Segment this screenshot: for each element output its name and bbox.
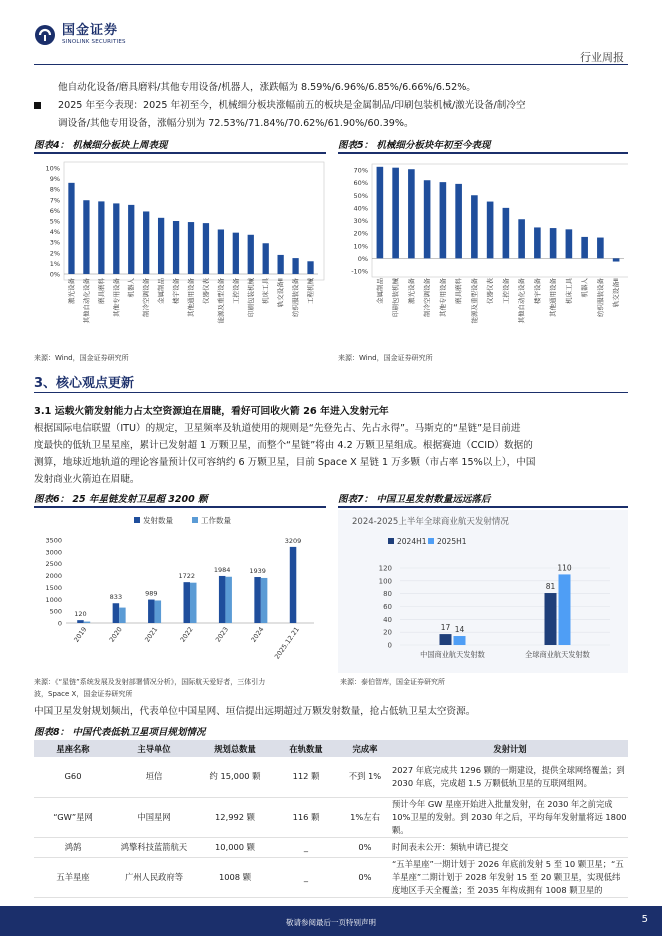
y-tick-label: 50%: [353, 191, 368, 200]
y-tick-label: 10%: [45, 164, 60, 173]
bar: [113, 603, 120, 623]
figure-4-title: 图表4： 机械细分板块上周表现: [34, 140, 168, 151]
bar: [254, 577, 261, 623]
category-label: 2019: [72, 625, 89, 644]
category-label: 机床工具: [564, 278, 573, 304]
y-tick-label: 5%: [49, 217, 60, 226]
planned-total: 10,000 颗: [215, 841, 255, 852]
y-tick-label: 100: [378, 577, 392, 586]
completion-rate: 1%左右: [350, 811, 380, 822]
legend-label: 工作数量: [201, 516, 231, 525]
category-label: 印刷包装机械: [391, 278, 400, 317]
in-orbit-count: 116 颗: [292, 811, 320, 822]
completion-rate: 0%: [358, 841, 372, 852]
category-label: 印刷包装机械: [246, 278, 255, 317]
company-logo: [34, 24, 126, 46]
bar: [188, 222, 194, 274]
bar: [225, 577, 232, 623]
bar: [155, 600, 162, 623]
bar: [440, 182, 447, 258]
category-label: 磨具磨料: [454, 278, 463, 304]
planned-total: 12,992 颗: [215, 811, 255, 822]
constellation-name: 鸿鹄: [64, 841, 82, 852]
category-label: 全球商业航天发射数: [525, 650, 590, 659]
planned-total: 1008 颗: [218, 871, 252, 882]
constellation-name: 五羊星座: [56, 871, 90, 882]
bar: [307, 261, 313, 274]
launch-plan: 预计今年 GW 星座开始进入批量发射，在 2030 年之前完成 10%卫星的发射。到 2030 年之后，平均每年发射量将远 1800 颗。: [392, 798, 627, 835]
category-label: 楼宇设备: [533, 278, 542, 304]
category-label: 纺织服装设备: [291, 278, 300, 317]
bar: [392, 168, 399, 259]
figure-8-title: 图表8： 中国代表低轨卫星项目规划情况: [34, 727, 206, 738]
y-tick-label: 0%: [357, 254, 368, 263]
bar: [98, 201, 104, 274]
bar: [218, 229, 224, 274]
lead-unit: 中国星网: [137, 811, 171, 822]
y-tick-label: -10%: [351, 267, 368, 276]
bar: [233, 233, 239, 274]
bar: [148, 600, 155, 623]
bar: [119, 608, 126, 623]
bullet-text-line-2: 调设备/其他专用设备，涨幅分别为 72.53%/71.84%/70.62%/61.90%/60.39%。: [58, 118, 414, 129]
bar: [534, 227, 541, 258]
bar: [248, 235, 254, 274]
category-label: 2020: [107, 625, 124, 644]
category-label: 制冷空调设备: [423, 278, 432, 317]
column-header: 在轨数量: [274, 740, 338, 757]
body-paragraph-line: 根据国际电信联盟（ITU）的规定，卫星频率及轨道使用的规则是“先登先占、先占永得”。马斯克的“星链”是目前进: [34, 423, 521, 434]
category-label: 楼宇设备: [172, 278, 181, 304]
launch-plan: 2027 年底完成共 1296 颗的一期建设，提供全球网络覆盖；到 2030 年底，完成超 1.5 万颗低轨卫星的互联网组网。: [392, 764, 625, 788]
intro-line: 他自动化设备/磨具磨料/其他专用设备/机器人，涨跌幅为 8.59%/6.96%/6.85%/6.66%/6.52%。: [58, 82, 476, 93]
page-header: [0, 0, 662, 64]
category-label: 仪器仪表: [486, 278, 495, 304]
category-label: 金属制品: [157, 278, 166, 304]
column-header: 规划总数量: [196, 740, 274, 757]
category-label: 2022: [178, 625, 195, 644]
section-heading: 3、核心观点更新: [34, 376, 135, 391]
bar: [77, 620, 84, 623]
body-paragraph-line: 发射商业火箭迫在眉睫。: [34, 474, 140, 485]
y-tick-label: 20%: [353, 229, 368, 238]
column-header: 主导单位: [112, 740, 196, 757]
table-row: [34, 797, 628, 837]
bar: [290, 547, 297, 623]
in-orbit-count: _: [303, 841, 309, 852]
figure-4-source: 来源：Wind，国金证券研究所: [34, 354, 129, 362]
figure-6-chart: [34, 510, 326, 673]
column-header: 星座名称: [34, 740, 112, 757]
launch-plan: “五羊星座”一期计划于 2026 年底前发射 5 至 10 颗卫星；“五羊星座”二期计划于 2028 年发射 15 至 20 颗卫星，实现低纬度地区手天全覆盖；至 2035 年构成拥有 1008 颗卫星的: [392, 858, 624, 895]
category-label: 其他通用设备: [549, 278, 558, 317]
body-paragraph-line: 度最快的低轨卫星星座，累计已发射超 1 万颗卫星，而整个“星链”将由 4.2 万颗卫星组成。根据赛迪（CCID）数据的: [34, 440, 533, 451]
y-tick-label: 1000: [45, 595, 62, 604]
bar: [559, 574, 571, 645]
y-tick-label: 0: [57, 619, 62, 628]
bar: [471, 195, 478, 258]
category-label: 机床工具: [261, 278, 270, 304]
data-label: 110: [557, 563, 572, 573]
figure-4-title-rule: [34, 152, 326, 154]
y-tick-label: 9%: [49, 175, 60, 184]
launch-plan: 时间表未公开：频轨申请已提交: [392, 841, 509, 852]
lead-unit: 鸿擎科技蓝箭航天: [120, 841, 188, 852]
y-tick-label: 2%: [49, 249, 60, 258]
completion-rate: 不到 1%: [348, 771, 382, 782]
y-tick-label: 70%: [353, 166, 368, 175]
data-label: 120: [74, 610, 87, 619]
category-label: 激光设备: [407, 278, 416, 304]
category-label: 2024: [249, 625, 266, 644]
bar: [581, 237, 588, 258]
bar: [173, 221, 179, 274]
legend-swatch: [192, 517, 198, 523]
logo-chinese-name: 国金证券: [62, 23, 119, 38]
bar: [613, 258, 620, 261]
figure-6-title-rule: [34, 506, 326, 508]
constellation-name: “GW”星网: [53, 811, 93, 822]
category-label: 其他专用设备: [438, 278, 447, 317]
y-tick-label: 60%: [353, 179, 368, 188]
data-label: 1722: [178, 572, 196, 581]
category-label: 磨具磨料: [97, 278, 106, 304]
y-tick-label: 0: [387, 641, 392, 650]
figure-6-source-line-2: 波，Space X，国金证券研究所: [34, 690, 133, 698]
bar: [518, 219, 525, 258]
data-label: 14: [454, 625, 465, 635]
legend-label: 2024H1: [397, 537, 427, 546]
y-tick-label: 500: [49, 607, 62, 616]
y-tick-label: 40: [383, 615, 392, 624]
y-tick-label: 6%: [49, 206, 60, 215]
data-label: 3209: [284, 536, 302, 545]
y-tick-label: 120: [378, 564, 392, 573]
figure-4-chart: [34, 156, 326, 346]
figure-5-chart: [338, 156, 628, 346]
in-orbit-count: 112 颗: [292, 771, 320, 782]
figure-5-source: 来源：Wind，国金证券研究所: [338, 354, 433, 362]
bullet-text-line-1: 2025 年至今表现：2025 年初至今，机械细分板块涨幅前五的板块是金属制品/印刷包装机械/激光设备/制冷空: [58, 100, 526, 111]
category-label: 仪器仪表: [201, 278, 210, 304]
bar: [292, 258, 298, 274]
bar: [84, 622, 91, 623]
bar: [377, 167, 384, 259]
bar: [545, 593, 557, 645]
category-label: 其他自动化设备: [517, 278, 526, 324]
bar: [597, 238, 604, 259]
y-tick-label: 0%: [49, 270, 60, 279]
bar: [566, 229, 573, 258]
bar: [83, 200, 89, 274]
y-tick-label: 2500: [45, 560, 62, 569]
category-label: 金属制品: [375, 278, 384, 304]
y-tick-label: 3000: [45, 548, 62, 557]
y-tick-label: 60: [383, 603, 392, 611]
category-label: 轨交设备Ⅱ: [612, 278, 621, 308]
category-label: 机器人: [580, 278, 589, 298]
data-label: 81: [545, 582, 556, 592]
constellation-name: G60: [64, 771, 82, 782]
bar: [190, 583, 197, 623]
column-header: 发射计划: [392, 740, 628, 757]
bar: [408, 169, 415, 258]
bar: [203, 223, 209, 274]
y-tick-label: 40%: [353, 204, 368, 213]
y-tick-label: 8%: [49, 185, 60, 194]
bar: [550, 228, 557, 258]
y-tick-label: 3%: [49, 238, 60, 247]
category-label: 机器人: [127, 278, 136, 298]
data-label: 989: [145, 589, 158, 598]
data-label: 17: [440, 623, 451, 633]
figure-7-title: 图表7： 中国卫星发射数量远远落后: [338, 494, 491, 505]
bar: [68, 183, 74, 274]
planned-total: 约 15,000 颗: [209, 771, 261, 782]
figure-7-title-rule: [338, 506, 628, 508]
body-paragraph-line: 测算，地球近地轨道的理论容量预计仅可容纳约 6 万颗卫星，目前 Space X 星链 1 万多颗（市占率 15%以上），中国: [34, 457, 536, 468]
category-label: 制冷空调设备: [142, 278, 151, 317]
bar: [503, 208, 510, 259]
logo-mark-icon: [34, 24, 56, 46]
bar: [454, 636, 466, 645]
bar: [263, 243, 269, 274]
y-tick-label: 10%: [353, 242, 368, 251]
y-tick-label: 2000: [45, 572, 62, 581]
bar: [455, 184, 462, 258]
bar: [487, 202, 494, 259]
legend-label: 发射数量: [143, 516, 173, 525]
category-label: 能源及重型设备: [470, 278, 479, 324]
bar: [278, 255, 284, 274]
category-label: 能源及重型设备: [216, 278, 225, 324]
table-row: [34, 837, 628, 857]
page-number: 5: [641, 914, 648, 925]
category-label: 其他通用设备: [187, 278, 195, 317]
bar: [158, 218, 164, 274]
category-label: 激光设备: [67, 278, 76, 304]
category-label: 工程机械: [306, 278, 315, 304]
subsection-heading: 3.1 运载火箭发射能力占太空资源迫在眉睫，看好可回收火箭 26 年进入发射元年: [34, 406, 389, 417]
category-label: 2023: [214, 625, 231, 644]
legend-swatch: [134, 517, 140, 523]
figure-6-title: 图表6： 25 年星链发射卫星超 3200 颗: [34, 494, 208, 505]
figure-5-title: 图表5： 机械细分板块年初至今表现: [338, 140, 491, 151]
bullet-icon: [34, 102, 41, 109]
legend-swatch: [388, 538, 394, 544]
header-divider: [34, 64, 628, 65]
completion-rate: 0%: [358, 871, 372, 882]
category-label: 轨交设备Ⅱ: [276, 278, 285, 308]
data-label: 833: [109, 593, 123, 602]
bar: [424, 180, 431, 258]
category-label: 中国商业航天发射数: [420, 650, 485, 659]
in-orbit-count: _: [303, 871, 309, 882]
category-label: 其他专用设备: [112, 278, 121, 317]
y-tick-label: 80: [383, 590, 392, 599]
bar: [184, 582, 191, 623]
y-tick-label: 4%: [49, 228, 60, 237]
bar: [261, 578, 268, 623]
bar: [143, 211, 149, 274]
category-label: 2025.12.21: [273, 625, 301, 661]
lead-unit: 垣信: [145, 771, 163, 782]
category-label: 2021: [143, 625, 160, 644]
category-label: 工控设备: [231, 278, 240, 304]
y-tick-label: 3500: [45, 536, 62, 545]
table-header-row: [34, 740, 628, 757]
table-row: [34, 757, 628, 797]
bar: [113, 203, 119, 274]
data-label: 1984: [213, 565, 231, 574]
y-tick-label: 7%: [49, 196, 60, 205]
body-paragraph: 中国卫星发射规划频出，代表单位中国星网、垣信提出远期超过万颗发射数量，抢占低轨卫星太空资源。: [34, 706, 476, 717]
y-tick-label: 1%: [49, 259, 60, 268]
figure-5-title-rule: [338, 152, 628, 154]
document-type-label: 行业周报: [580, 51, 624, 64]
footer-disclaimer: 敬请参阅最后一页特别声明: [286, 918, 376, 927]
figure-7-chart-heading: 2024-2025上半年全球商业航天发射情况: [352, 517, 509, 527]
legend-swatch: [428, 538, 434, 544]
figure-7-source: 来源：泰伯智库，国金证券研究所: [340, 678, 445, 686]
category-label: 工控设备: [501, 278, 510, 304]
legend-label: 2025H1: [437, 537, 467, 546]
bar: [128, 205, 134, 274]
figure-7-chart: [338, 528, 628, 673]
column-header: 完成率: [338, 740, 392, 757]
table-row: [34, 857, 628, 897]
y-tick-label: 1500: [45, 583, 62, 592]
bar: [219, 576, 226, 623]
logo-english-name: SINOLINK SECURITIES: [62, 39, 126, 45]
category-label: 其他自动化设备: [82, 278, 91, 324]
satellite-plans-table: [34, 740, 628, 898]
bar: [440, 634, 452, 645]
y-tick-label: 20: [383, 628, 392, 637]
category-label: 纺织服装设备: [596, 278, 605, 317]
lead-unit: 广州人民政府等: [124, 871, 184, 882]
y-tick-label: 30%: [353, 217, 368, 225]
section-divider: [34, 392, 628, 393]
data-label: 1939: [249, 567, 266, 576]
page-footer: [0, 906, 662, 936]
figure-6-source-line-1: 来源：《“星链”系统发展及发射部署情况分析》，国际航天爱好者，三体引力: [34, 678, 266, 686]
